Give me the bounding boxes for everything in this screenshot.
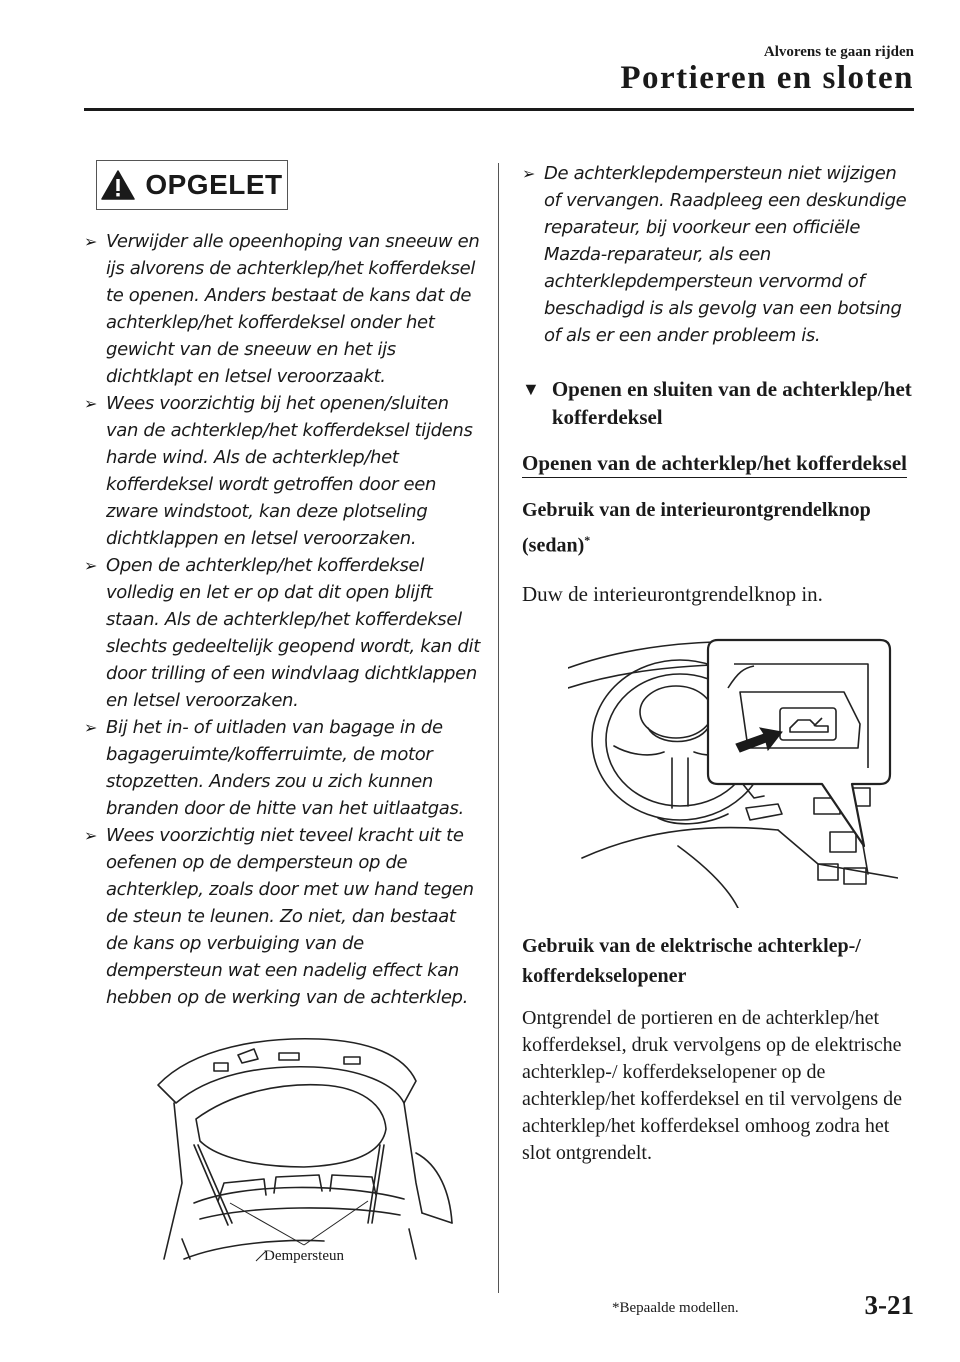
footer-note: *Bepaalde modellen. bbox=[612, 1300, 739, 1316]
list-item: ➢ Open de achterklep/het kofferdeksel volledig en let er op dat dit open blijft staan. Als de achterklep/het kofferdeksel slechts gedeeltelijk geopend wordt, kan dit door trilling of een windvlaag dichtklappen en letsel veroorzaken. bbox=[84, 552, 480, 714]
list-item: ➢ De achterklepdempersteun niet wijzigen of vervangen. Raadpleeg een deskundige reparateur, bij voorkeur een officiële Mazda-reparateur, als een achterklepdempersteun vervormd of beschadigd is als gevolg van een botsing of als er een ander probleem is. bbox=[522, 160, 918, 349]
caution-list-continued bbox=[522, 160, 918, 349]
bullet-arrow-icon: ➢ bbox=[84, 556, 98, 575]
header-rule bbox=[84, 108, 914, 111]
page-header-chapter: Alvorens te gaan rijden bbox=[763, 44, 914, 60]
section-triangle-icon: ▼ bbox=[522, 379, 540, 399]
section-heading: ▼ Openen en sluiten van de achterklep/het kofferdeksel bbox=[522, 377, 912, 429]
caution-box bbox=[96, 160, 288, 210]
interior-release-heading: Gebruik van de interieurontgrendelknop (sedan)* bbox=[522, 499, 871, 557]
bullet-arrow-icon: ➢ bbox=[84, 826, 98, 845]
bullet-arrow-icon: ➢ bbox=[84, 232, 98, 251]
caution-label: OPGELET bbox=[145, 169, 283, 200]
subsection-heading: Openen van de achterklep/het kofferdeksel bbox=[522, 449, 918, 477]
list-item: ➢ Wees voorzichtig niet teveel kracht uit te oefenen op de dempersteun op de achterklep, zoals door met uw hand tegen de steun te leunen. Zo niet, dan bestaat de kans op verbuiging van de dempersteun wat een nadelig effect kan hebben op de werking van de achterklep. bbox=[84, 822, 480, 1011]
bullet-arrow-icon: ➢ bbox=[522, 164, 536, 183]
list-item: ➢ Verwijder alle opeenhoping van sneeuw en ijs alvorens de achterklep/het kofferdeksel te openen. Anders bestaat de kans dat de achterklep/het kofferdeksel onder het gewicht van de sneeuw en het ijs dichtklapt en letsel veroorzaakt. bbox=[84, 228, 480, 390]
page-header-title: Portieren en sloten bbox=[620, 60, 914, 96]
model-marker: * bbox=[584, 533, 591, 547]
bullet-arrow-icon: ➢ bbox=[84, 394, 98, 413]
list-item: ➢ Wees voorzichtig bij het openen/sluiten van de achterklep/het kofferdeksel tijdens harde wind. Als de achterklep/het kofferdeksel wordt getroffen door een zware windstoot, kan deze plotseling dichtklappen en letsel veroorzaken. bbox=[84, 390, 480, 552]
left-column bbox=[84, 160, 480, 1274]
interior-release-text: Duw de interieurontgrendelknop in. bbox=[522, 581, 823, 606]
strut-label: Dempersteun bbox=[264, 1248, 344, 1264]
electric-opener-heading: Gebruik van de elektrische achterklep-/ kofferdekselopener bbox=[522, 934, 861, 987]
electric-opener-text: Ontgrendel de portieren en de achterklep/het kofferdeksel, druk vervolgens op de elektrische achterklep-/ kofferdekselopener op de achterklep/het kofferdeksel en til vervolgens de achterklep/het kofferdeksel omhoog zodra het slot ontgrendelt. bbox=[522, 1006, 903, 1164]
caution-list bbox=[84, 228, 480, 1011]
column-divider bbox=[498, 163, 499, 1293]
warning-triangle-icon bbox=[101, 170, 135, 200]
tailgate-illustration bbox=[154, 1033, 454, 1269]
interior-release-illustration bbox=[568, 628, 898, 908]
right-column bbox=[522, 160, 918, 1167]
page-number: 3-21 bbox=[864, 1290, 914, 1320]
bullet-arrow-icon: ➢ bbox=[84, 718, 98, 737]
list-item: ➢ Bij het in- of uitladen van bagage in de bagageruimte/kofferruimte, de motor stopzetten. Anders zou u zich kunnen branden door de hitte van het uitlaatgas. bbox=[84, 714, 480, 822]
